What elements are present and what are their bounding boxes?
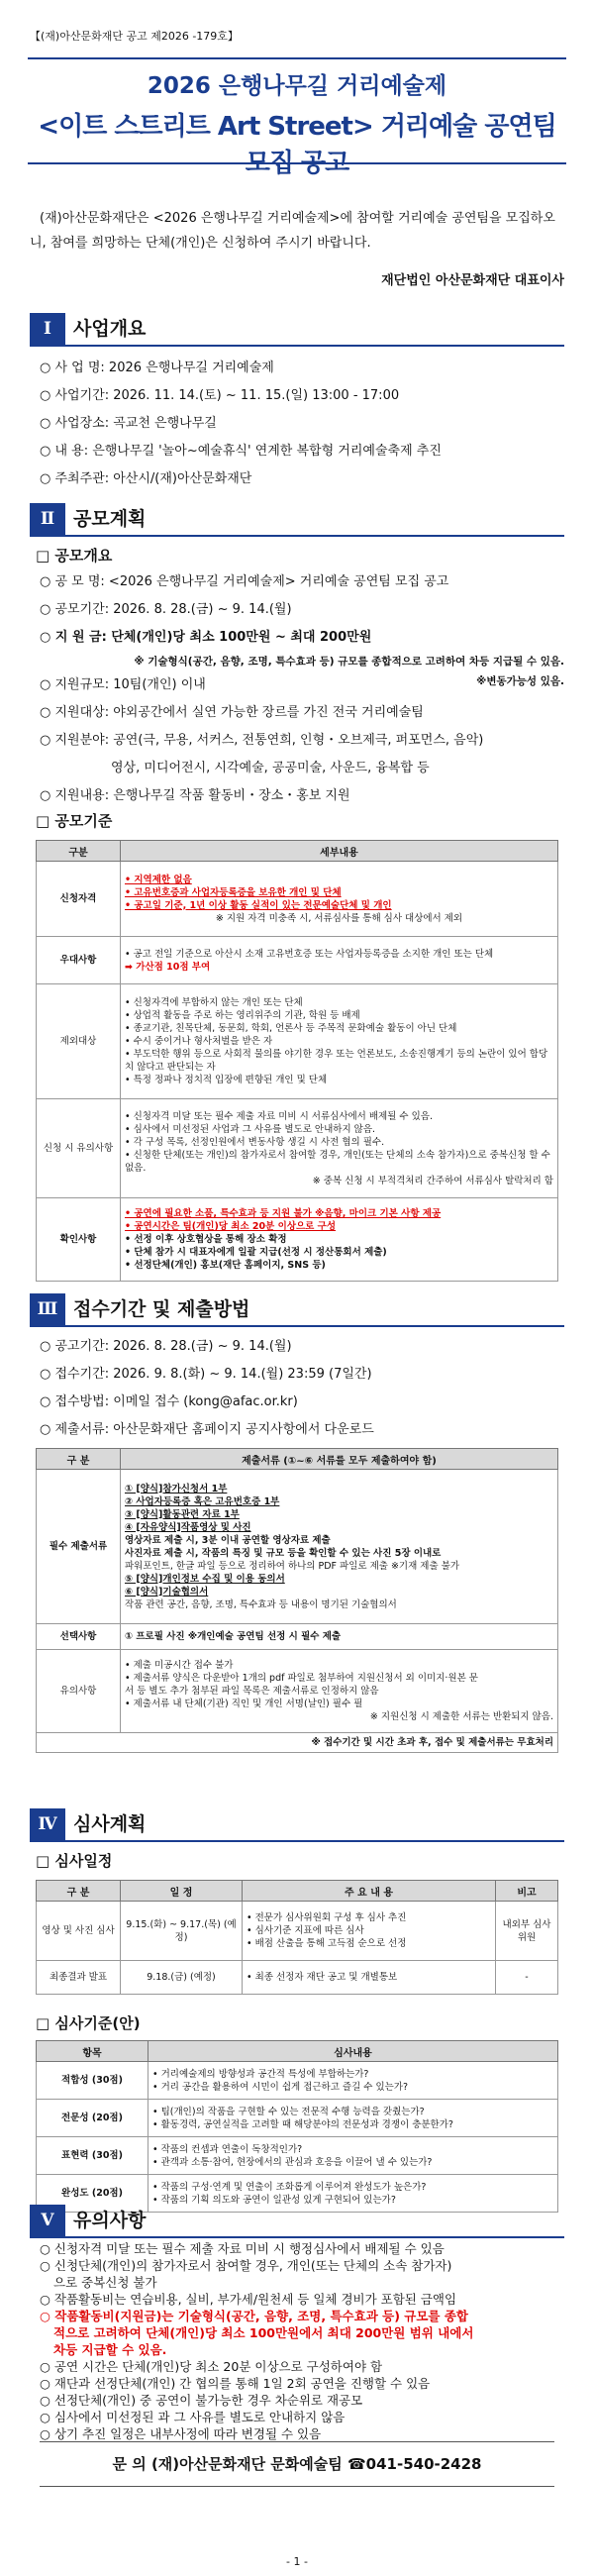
table-row (37, 2062, 558, 2100)
score-line: • 작품의 컨셉과 연출이 독창적인가? (152, 2143, 303, 2155)
score-label: 적합성 (30점) (37, 2062, 148, 2100)
plan-note: ※변동가능성 있음. (476, 675, 564, 687)
note-item: ○ 신청자격 미달 또는 필수 제출 자료 미비 시 행정심사에서 배제될 수 있음 (40, 2241, 445, 2256)
overview-item: ○ 사 업 명: 2026 은행나무길 거리예술제 (40, 361, 274, 375)
sched-label: 영상 및 사진 심사 (37, 1902, 121, 1961)
note-item: ○ 작품활동비(지원금)는 기술형식(공간, 음향, 조명, 특수효과 등) 규모를 종합 (40, 2309, 468, 2323)
plan-note: ※ 기술형식(공간, 음향, 조명, 특수효과 등) 규모를 종합적으로 고려하여 차등 지급될 수 있음. (134, 656, 564, 668)
receipt-item: ○ 접수기간: 2026. 9. 8.(화) ~ 9. 14.(월) 23:59 (7일간) (40, 1367, 372, 1382)
criteria-label: 신청자격 (37, 862, 121, 937)
plan-item: 영상, 미디어전시, 시각예술, 공공미술, 사운드, 융복합 등 (111, 761, 430, 775)
sched-date: 9.18.(금) (예정) (121, 1961, 243, 1995)
score-label: 전문성 (20점) (37, 2100, 148, 2137)
note-item: ○ 신청단체(개인)의 참가자로서 참여할 경우, 개인(또는 단체의 소속 참가자) (40, 2258, 452, 2273)
section-number: Ⅲ (30, 1293, 65, 1325)
note-item: ○ 선정단체(개인) 중 공연이 불가능한 경우 차순위로 재공모 (40, 2393, 363, 2408)
table-row (37, 1650, 558, 1733)
docs-line: • 제출 미공시간 접수 불가 (125, 1660, 234, 1671)
table-row (37, 1961, 558, 1995)
intro-text: (재)아산문화재단은 <2026 은행나무길 거리예술제>에 참여할 거리예술 공연팀을 모집하오니, 참여를 희망하는 단체(개인)은 신청하여 주시기 바랍니다. (30, 211, 555, 251)
criteria-line: ➡ 가산점 10점 부여 (125, 961, 211, 973)
docs-line: • 제출서류 양식은 다운받아 1개의 pdf 파일로 첨부하여 지원신청서 외 이미지·원본 문 (125, 1673, 478, 1684)
criteria-line: • 공연에 필요한 소품, 특수효과 등 지원 불가 ※음향, 마이크 기본 사항 제공 (125, 1208, 442, 1219)
title-box (28, 57, 566, 178)
docs-line: ③ [양식]활동관련 자료 1부 (125, 1508, 240, 1520)
section-review-header (30, 1808, 564, 1842)
criteria-label: 신청 시 유의사항 (37, 1099, 121, 1198)
plan-item: ○ 공 모 명: <2026 은행나무길 거리예술제> 거리예술 공연팀 모집 공고 (40, 574, 449, 589)
docs-line: ⑤ [양식]개인정보 수집 및 이용 동의서 (125, 1573, 285, 1585)
table-row (37, 1733, 558, 1753)
section-title: 심사계획 (73, 1813, 147, 1835)
receipt-list (40, 1333, 564, 1444)
section-number: Ⅳ (30, 1808, 65, 1840)
criteria-line: ※ 중복 신청 시 부적격처리 간주하여 서류심사 탈락처리 함 (312, 1175, 553, 1186)
criteria-line: • 상업적 활동을 주로 하는 영리위주의 기관, 학원 등 배제 (125, 1010, 360, 1021)
table-row (37, 1624, 558, 1650)
docs-line: ④ [자유양식]작품영상 및 사진 (125, 1521, 251, 1533)
table-row (37, 1902, 558, 1961)
schedule-table (36, 1880, 558, 1995)
criteria-table (36, 840, 558, 1282)
criteria-line: • 특정 정파나 정치적 입장에 편향된 개인 및 단체 (125, 1075, 328, 1085)
score-line: • 팀(개인)의 작품을 구현할 수 있는 전문적 수행 능력을 갖췄는가? (152, 2106, 425, 2117)
table-header: 구 분 (37, 1881, 121, 1902)
score-line: • 거리예술제의 방향성과 공간적 특성에 부합하는가? (152, 2068, 369, 2080)
note-item: ○ 작품활동비는 연습비용, 실비, 부가세/원천세 등 일체 경비가 포함된 금액임 (40, 2292, 457, 2307)
section-title: 공모계획 (73, 508, 147, 530)
section-notes-header (30, 2205, 564, 2238)
criteria-line: • 신청자격 미달 또는 필수 제출 자료 미비 시 서류심사에서 배제될 수 있음. (125, 1110, 433, 1122)
table-row (37, 1099, 558, 1198)
organization-signature: 재단법인 아산문화재단 대표이사 (381, 273, 564, 288)
subsection-title: □ 공모개요 (36, 547, 113, 565)
docs-line: 사진자료 제출 시, 작품의 특징 및 규모 등을 확인할 수 있는 사진 5장 이내로 (125, 1547, 442, 1559)
criteria-line: • 고유번호증과 사업자등록증을 보유한 개인 및 단체 (125, 886, 342, 898)
plan-item: ○ 지원규모: 10팀(개인) 이내 (40, 677, 206, 692)
criteria-line: • 부도덕한 행위 등으로 사회적 물의를 야기한 경우 또는 언론보도, 소송진행계기 등의 논란이 있어 합당치 않다고 판단되는 자 (125, 1049, 548, 1073)
subsection-title: □ 심사일정 (36, 1852, 113, 1870)
criteria-line: • 종교기관, 친목단체, 동문회, 학회, 언론사 등 주목적 문화예술 활동이 아닌 단체 (125, 1023, 457, 1034)
criteria-line: • 공고일 기준, 1년 이상 활동 실적이 있는 전문예술단체 및 개인 (125, 899, 392, 911)
criteria-label: 제외대상 (37, 984, 121, 1099)
note-item: ○ 상기 추진 일정은 내부사정에 따라 변경될 수 있음 (40, 2426, 322, 2441)
sched-line: • 심사기준 지표에 따른 심사 (247, 1925, 364, 1936)
sched-label: 최종결과 발표 (37, 1961, 121, 1995)
section-number: Ⅰ (30, 313, 65, 345)
docs-footnote: ※ 접수기간 및 시간 초과 후, 접수 및 제출서류는 무효처리 (37, 1733, 558, 1753)
criteria-label: 우대사항 (37, 937, 121, 984)
overview-item: ○ 사업장소: 곡교천 은행나무길 (40, 416, 217, 431)
table-header: 구 분 (37, 1449, 121, 1470)
page-number: - 1 - (286, 2555, 308, 2568)
sched-line: • 최종 선정자 재단 공고 및 개별통보 (247, 1972, 398, 1983)
sched-date: 9.15.(화) ~ 9.17.(목) (예정) (121, 1902, 243, 1961)
table-header: 항목 (37, 2041, 148, 2062)
section-receipt-header (30, 1293, 564, 1327)
score-line: • 거리 공간을 활용하여 시민이 쉽게 접근하고 즐길 수 있는가? (152, 2081, 409, 2093)
criteria-line: • 신청한 단체(또는 개인)의 참가자로서 참여할 경우, 개인(또는 단체의 소속 참가자)으로 중복신청 할 수 없음. (125, 1149, 550, 1174)
overview-item: ○ 사업기간: 2026. 11. 14.(토) ~ 11. 15.(일) 13:00 - 17:00 (40, 388, 400, 403)
section-title: 접수기간 및 제출방법 (73, 1298, 250, 1320)
overview-item: ○ 내 용: 은행나무길 '놀아~예술휴식' 연계한 복합형 거리예술축제 추진 (40, 444, 442, 459)
criteria-line: • 심사에서 미선정된 사업과 그 사유를 별도로 안내하지 않음. (125, 1123, 376, 1135)
section-title: 유의사항 (73, 2210, 147, 2231)
score-label: 완성도 (20점) (37, 2175, 148, 2213)
table-row (37, 2100, 558, 2137)
overview-item: ○ 주최주관: 아산시/(재)아산문화재단 (40, 471, 252, 486)
section-number: Ⅴ (30, 2205, 65, 2236)
page-subtitle: <이트 스트리트 Art Street> 거리예술 공연팀 모집 공고 (38, 112, 556, 178)
criteria-label: 확인사항 (37, 1198, 121, 1282)
receipt-item: ○ 공고기간: 2026. 8. 28.(금) ~ 9. 14.(월) (40, 1339, 292, 1354)
table-header: 주 요 내 용 (243, 1881, 496, 1902)
receipt-item: ○ 제출서류: 아산문화재단 홈페이지 공지사항에서 다운로드 (40, 1422, 374, 1437)
note-item: ○ 재단과 선정단체(개인) 간 협의를 통해 1일 2회 공연을 진행할 수 있음 (40, 2376, 431, 2391)
criteria-line: • 지역제한 없음 (125, 874, 192, 885)
section-overview-header (30, 313, 564, 347)
docs-line: 서 등 별도 추가 첨부된 파일 목록은 제출서류로 인정하지 않음 (125, 1686, 379, 1697)
criteria-line: • 공고 전일 기준으로 아산시 소재 고유번호증 또는 사업자등록증을 소지한 개인 또는 단체 (125, 948, 494, 960)
table-row (37, 2137, 558, 2175)
plan-item: ○ 지원내용: 은행나무길 작품 활동비・장소・홍보 지원 (40, 788, 350, 803)
contact-info: 문 의 (재)아산문화재단 문화예술팀 ☎041-540-2428 (40, 2441, 554, 2487)
note-item: 차등 지급할 수 있음. (53, 2342, 167, 2357)
docs-line: ※ 지원신청 시 제출한 서류는 반환되지 않음. (369, 1711, 553, 1722)
table-row (37, 862, 558, 937)
sched-note: 내외부 심사위원 (496, 1902, 558, 1961)
docs-label: 필수 제출서류 (37, 1470, 121, 1624)
table-row (37, 984, 558, 1099)
docs-line: 작품 관련 공간, 음향, 조명, 특수효과 등 내용이 명기된 기술협의서 (125, 1598, 397, 1610)
note-item: 적으로 고려하여 단체(개인)당 최소 100만원에서 최대 200만원 범위 내에서 (53, 2325, 474, 2340)
criteria-line: • 신청자격에 부합하지 않는 개인 또는 단체 (125, 997, 303, 1008)
section-title: 사업개요 (73, 318, 147, 340)
sched-line: • 전문가 심사위원회 구성 후 심사 추진 (247, 1912, 407, 1923)
criteria-line: ※ 지원 자격 미충족 시, 서류심사를 통해 심사 대상에서 제외 (215, 912, 463, 924)
docs-line: ① 프로필 사진 ※개인예술 공연팀 선정 시 필수 제출 (125, 1631, 342, 1642)
notice-number: 【(재)아산문화재단 공고 제2026 -179호】 (30, 30, 239, 43)
overview-list (40, 355, 564, 493)
plan-item: ○ 공모기간: 2026. 8. 28.(금) ~ 9. 14.(월) (40, 602, 292, 617)
notes-list (40, 2240, 564, 2442)
plan-list (40, 568, 564, 810)
documents-table (36, 1448, 558, 1753)
docs-line: 영상자료 제출 시, 3분 이내 공연할 영상자료 제출 (125, 1534, 331, 1546)
docs-line: ② 사업자등록증 혹은 고유번호증 1부 (125, 1495, 280, 1507)
criteria-line: • 수시 중이거나 형사처벌을 받은 자 (125, 1036, 273, 1047)
section-plan-header (30, 503, 564, 537)
table-header: 일 정 (121, 1881, 243, 1902)
table-header: 비고 (496, 1881, 558, 1902)
docs-line: ⑥ [양식]기술협의서 (125, 1586, 209, 1597)
score-table (36, 2040, 558, 2213)
table-row (37, 1198, 558, 1282)
criteria-line: • 각 구성 목록, 선정인원에서 변동사항 생길 시 사전 협의 필수. (125, 1136, 385, 1148)
table-header: 제출서류 (①~⑥ 서류를 모두 제출하여야 함) (121, 1449, 558, 1470)
docs-label: 선택사항 (37, 1624, 121, 1650)
note-item: ○ 공연 시간은 단체(개인)당 최소 20분 이상으로 구성하여야 함 (40, 2359, 383, 2374)
plan-item: ○ 지 원 금: 단체(개인)당 최소 100만원 ~ 최대 200만원 (40, 630, 372, 645)
criteria-line: • 선정 이후 상호협상을 통해 장소 확정 (125, 1234, 287, 1245)
table-header: 구분 (37, 841, 121, 862)
note-item: ○ 심사에서 미선정된 과 그 사유를 별도로 안내하지 않음 (40, 2410, 346, 2424)
criteria-line: • 선정단체(개인) 홍보(재단 홈페이지, SNS 등) (125, 1260, 326, 1271)
docs-line: • 제출서류 내 단체(기관) 직인 및 개인 서명(날인) 필수 필 (125, 1699, 363, 1709)
plan-item: ○ 지원대상: 야외공간에서 실연 가능한 장르를 가진 전국 거리예술팀 (40, 705, 424, 720)
page-title: 2026 은행나무길 거리예술제 (147, 73, 447, 99)
table-row (37, 1470, 558, 1624)
score-line: • 활동경력, 공연실적을 고려할 때 해당분야의 전문성과 경쟁이 충분한가? (152, 2118, 453, 2130)
sched-line: • 배점 산출을 통해 고득점 순으로 선정 (247, 1938, 407, 1949)
sched-note: - (496, 1961, 558, 1995)
plan-item: ○ 지원분야: 공연(극, 무용, 서커스, 전통연희, 인형・오브제극, 퍼포먼스, 음악) (40, 733, 484, 748)
receipt-item: ○ 접수방법: 이메일 접수 (kong@afac.or.kr) (40, 1394, 298, 1409)
score-label: 표현력 (30점) (37, 2137, 148, 2175)
note-item: 으로 중복신청 불가 (53, 2275, 157, 2290)
score-line: • 관객과 소통·참여, 현장에서의 관심과 호응을 이끌어 낼 수 있는가? (152, 2156, 433, 2168)
table-header: 심사내용 (148, 2041, 558, 2062)
subsection-title: □ 공모기준 (36, 812, 113, 830)
score-line: • 작품의 구성·연계 및 연출이 조화롭게 이루어져 완성도가 높은가? (152, 2181, 427, 2193)
docs-line: 파워포인트, 한글 파일 등으로 정리하여 하나의 PDF 파일로 제출 ※기재 제출 불가 (125, 1560, 460, 1572)
criteria-line: • 단체 참가 시 대표자에게 일괄 지급(선정 시 정산통회서 제출) (125, 1247, 387, 1258)
table-row (37, 937, 558, 984)
section-number: Ⅱ (30, 503, 65, 535)
docs-line: ① [양식]참가신청서 1부 (125, 1483, 228, 1494)
table-header: 세부내용 (121, 841, 558, 862)
subsection-title: □ 심사기준(안) (36, 2014, 141, 2032)
docs-label: 유의사항 (37, 1650, 121, 1733)
score-line: • 작품의 기획 의도와 공연이 일관성 있게 구현되어 있는가? (152, 2194, 396, 2206)
criteria-line: • 공연시간은 팀(개인)당 최소 20분 이상으로 구성 (125, 1221, 337, 1232)
